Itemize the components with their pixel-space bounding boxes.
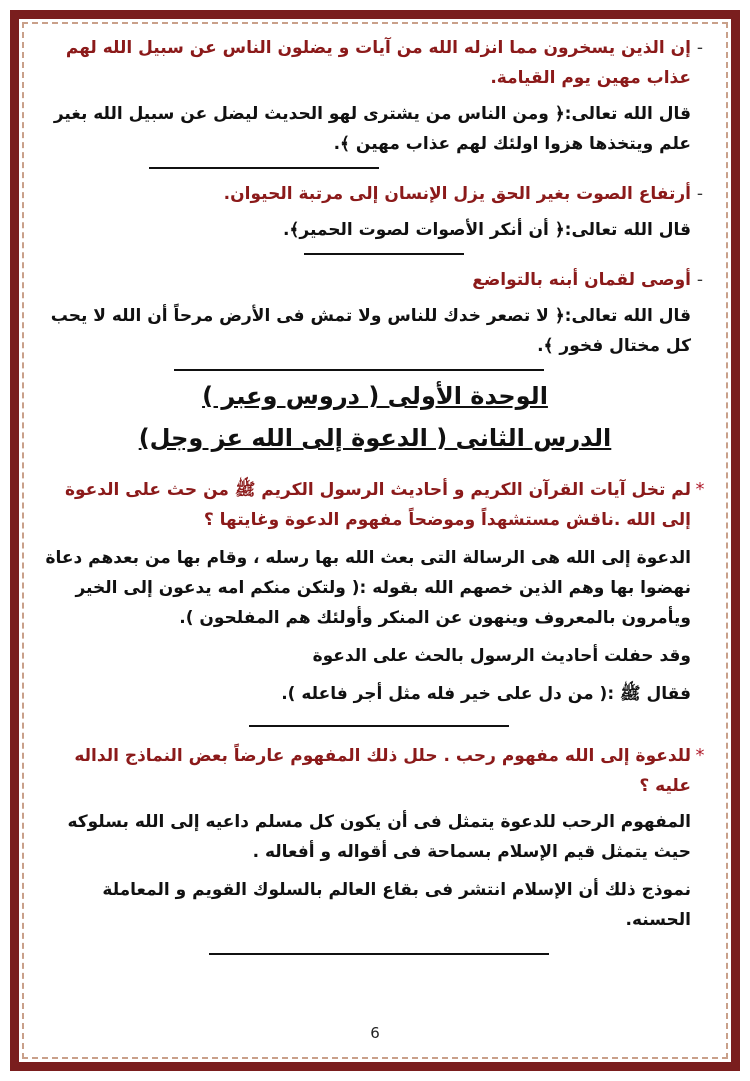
divider-line bbox=[209, 953, 549, 955]
question-text: للدعوة إلى الله مفهوم رحب . حلل ذلك المفهوم عارضاً بعض النماذج الداله عليه ؟ bbox=[74, 746, 691, 796]
divider-line bbox=[249, 725, 509, 727]
answer-paragraph: وقد حفلت أحاديث الرسول بالحث على الدعوة bbox=[312, 646, 691, 666]
question-text: لم تخل آيات القرآن الكريم و أحاديث الرسول الكريم ﷺ من حث على الدعوة إلى الله .ناقش مستشهداً وموضحاً مفهوم الدعوة وغايتها ؟ bbox=[64, 480, 691, 530]
answer-paragraph: فقال ﷺ :( من دل على خير فله مثل أجر فاعله ). bbox=[281, 684, 691, 704]
bullet-text: أرتفاع الصوت بغير الحق يزل الإنسان إلى مرتبة الحيوان. bbox=[223, 184, 691, 204]
unit-title: الوحدة الأولى ( دروس وعبر ) bbox=[202, 382, 548, 410]
dash-bullet: - bbox=[696, 38, 704, 58]
answer-paragraph: المفهوم الرحب للدعوة يتمثل فى أن يكون كل مسلم داعيه إلى الله بسلوكه حيث يتمثل قيم الإسلام بسماحة فى أقواله و أفعاله . bbox=[67, 812, 691, 862]
star-bullet: * bbox=[695, 745, 705, 766]
page-number: 6 bbox=[370, 1024, 380, 1042]
list-item bbox=[41, 265, 709, 295]
lesson-title: الدرس الثانى ( الدعوة إلى الله عز وجل) bbox=[138, 424, 612, 452]
bullet-text: أوصى لقمان أبنه بالتواضع bbox=[472, 270, 691, 290]
question-item bbox=[41, 475, 709, 535]
list-item bbox=[41, 33, 709, 93]
quran-quote: قال الله تعالى:﴿ ومن الناس من يشترى لهو الحديث ليضل عن سبيل الله بغير علم ويتخذها هزوا اولئك لهم عذاب مهين ﴾. bbox=[53, 104, 691, 154]
dash-bullet: - bbox=[696, 184, 704, 204]
page-content bbox=[41, 33, 709, 1048]
question-item bbox=[41, 741, 709, 801]
quran-quote: قال الله تعالى:﴿ لا تصعر خدك للناس ولا تمش فى الأرض مرحاً أن الله لا يحب كل مختال فخور ﴾. bbox=[50, 306, 691, 356]
page-border bbox=[10, 10, 740, 1071]
bullet-text: إن الذين يسخرون مما انزله الله من آيات و يضلون الناس عن سبيل الله لهم عذاب مهين يوم القيامة. bbox=[65, 38, 691, 88]
dash-bullet: - bbox=[696, 270, 704, 290]
divider-line bbox=[149, 167, 379, 169]
star-bullet: * bbox=[695, 479, 705, 500]
answer-paragraph: الدعوة إلى الله هى الرسالة التى بعث الله بها رسله ، وقام بها من بعدهم دعاة نهضوا بها وهم الذين خصهم الله بقوله :( ولتكن منكم امه يدعون إلى الخير ويأمرون بالمعروف وينهون عن المنكر وأولئك هم المفلحون ). bbox=[45, 548, 691, 628]
answer-paragraph: نموذج ذلك أن الإسلام انتشر فى بقاع العالم بالسلوك القويم و المعاملة الحسنه. bbox=[102, 880, 691, 930]
divider-line bbox=[304, 253, 464, 255]
divider-line bbox=[174, 369, 544, 371]
list-item bbox=[41, 179, 709, 209]
quran-quote: قال الله تعالى:﴿ أن أنكر الأصوات لصوت الحمير﴾. bbox=[282, 220, 691, 240]
